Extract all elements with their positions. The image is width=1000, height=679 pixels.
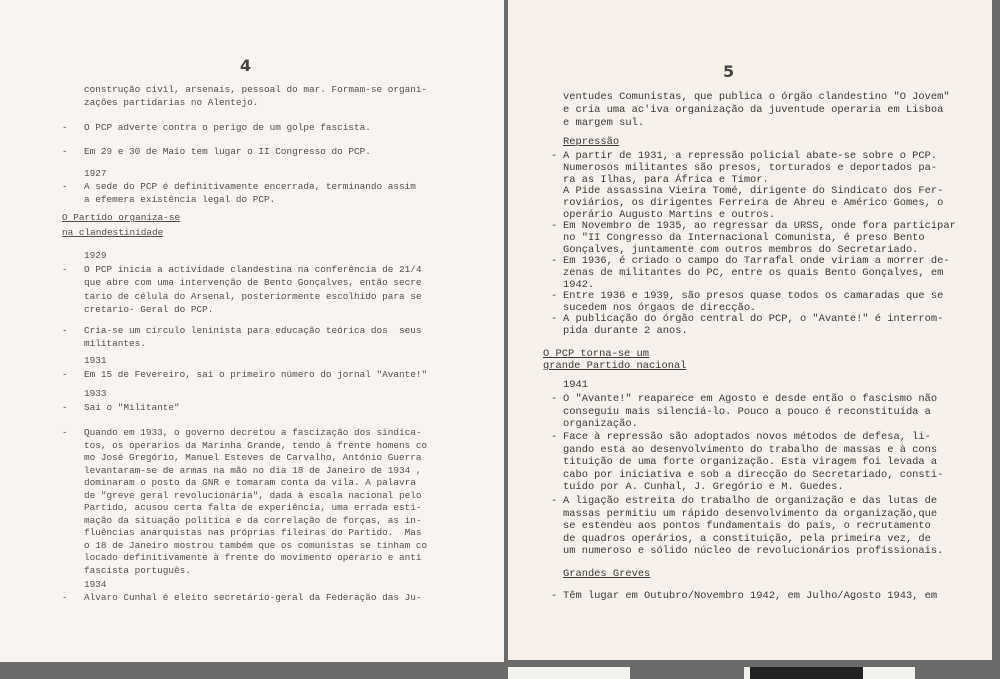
text-line: Entre 1936 e 1939, são presos quase todos os camaradas que se xyxy=(563,290,944,302)
text-line: zações partidarias no Alentejo. xyxy=(84,97,259,108)
scale-bar-white xyxy=(863,667,915,679)
bullet-dash: - xyxy=(62,402,68,413)
text-line: um numeroso e sólido núcleo de revolucionários profissionais. xyxy=(563,545,944,558)
bullet-dash: - xyxy=(551,255,558,267)
text-line: que abre com uma intervenção de Bento Gonçalves, então secre xyxy=(84,277,422,289)
text-line: mo José Gregório, Manuel Esteves de Carvalho, António Guerra xyxy=(84,452,422,463)
text-line: O PCP inicia a actividade clandestina na conferência de 21/4 xyxy=(84,264,422,275)
text-line: fascista português. xyxy=(84,564,191,576)
section-heading: na clandestinidade xyxy=(62,226,164,238)
bullet-dash: - xyxy=(551,431,558,443)
text-line: de "greve geral revolucionária", dada à escala nacional pelo xyxy=(84,489,422,501)
text-line: no "II Congresso da Internacional Comunista, é preso Bento xyxy=(563,231,925,244)
text-line: massas permitiu um rápido desenvolvimento da organização,que xyxy=(563,507,938,520)
text-line: conseguiu mais silenciá-lo. Pouco a pouco é reconstituída a xyxy=(563,405,931,418)
year-label: 1941 xyxy=(563,379,588,391)
text-line: Gonçalves, juntamente com outros membros do Secretariado. xyxy=(563,243,919,256)
bullet-dash: - xyxy=(551,590,558,602)
text-line: A publicação do órgão central do PCP, o "Avante!" é interrom- xyxy=(563,313,944,325)
bullet-dash: - xyxy=(62,369,68,380)
text-line: o 18 de Janeiro mostrou também que os comunistas se tinham co xyxy=(84,539,428,551)
bullet-dash: - xyxy=(551,220,558,232)
text-line: roviários, os dirigentes Ferreira de Abreu e Américo Gomes, o xyxy=(563,197,944,210)
page-number: 5 xyxy=(723,62,735,81)
text-line: Partido, acusou certa falta de experiência, uma errada esti- xyxy=(84,502,422,513)
right-page xyxy=(508,0,992,660)
text-line: cabo por iniciativa e sob a direcção do Secretariado, consti- xyxy=(563,468,944,481)
text-line: e cria uma ac'iva organização da juventude operaria em Lisboa xyxy=(563,103,944,116)
bullet-dash: - xyxy=(551,495,558,507)
text-line: de quadros operários, a constituição, pela primeira vez, de xyxy=(563,532,931,545)
scale-bar-black xyxy=(750,667,863,679)
year-label: 1933 xyxy=(84,388,107,399)
text-line: A Pide assassina Vieira Tomé, dirigente do Sindicato dos Fer- xyxy=(563,185,944,198)
bullet-dash: - xyxy=(551,313,558,325)
text-line: ventudes Comunistas, que publica o órgão clandestino "O Jovem" xyxy=(563,91,950,103)
text-line: Em 29 e 30 de Maio tem lugar o II Congresso do PCP. xyxy=(84,146,371,157)
text-line: zenas de militantes do PC, entre os quais Bento Gonçalves, em xyxy=(563,266,944,279)
text-line: A sede do PCP é definitivamente encerrada, terminando assim xyxy=(84,181,416,192)
text-line: a efemera existência legal do PCP. xyxy=(84,193,276,205)
page-number: 4 xyxy=(240,56,252,75)
text-line: levantaram-se de armas na mão no dia 18 de Janeiro de 1934 , xyxy=(84,464,422,476)
text-line: tuído por A. Cunhal, J. Gregório e M. Guedes. xyxy=(563,481,844,494)
text-line: locado definitivamente à frente do movimento operario e anti xyxy=(84,552,422,563)
bullet-dash: - xyxy=(62,181,68,192)
text-line: Em 15 de Fevereiro, sai o primeiro número do jornal "Avante!" xyxy=(84,369,428,380)
section-heading: Repressão xyxy=(563,136,620,148)
text-line: O PCP adverte contra o perigo de um golpe fascista. xyxy=(84,122,371,133)
text-line: Numerosos militantes são presos, torturados e deportados pa- xyxy=(563,161,938,174)
text-line: A partir de 1931, a repressão policial abate-se sobre o PCP. xyxy=(563,150,938,162)
year-label: 1934 xyxy=(84,579,107,590)
text-line: operário Augusto Martins e outros. xyxy=(563,209,776,221)
section-heading: grande Partido nacional xyxy=(543,360,687,372)
text-line: militantes. xyxy=(84,338,146,349)
bullet-dash: - xyxy=(62,592,68,603)
text-line: tituição de uma forte organização. Esta viragem foi levada a xyxy=(563,456,938,469)
year-label: 1929 xyxy=(84,250,107,261)
text-line: Têm lugar em Outubro/Novembro 1942, em Julho/Agosto 1943, em xyxy=(563,590,938,602)
year-label: 1931 xyxy=(84,355,107,366)
text-line: pida durante 2 anos. xyxy=(563,324,688,337)
bullet-dash: - xyxy=(62,146,68,157)
text-line: Face à repressão são adoptados novos métodos de defesa, li- xyxy=(563,431,931,443)
text-line: 1942. xyxy=(563,278,595,291)
text-line: se estendeu aos pontos fundamentais do país, o recrutamento xyxy=(563,520,931,533)
bullet-dash: - xyxy=(62,264,68,275)
scale-bar-white xyxy=(508,667,630,679)
text-line: fluências anarquistas nas próprias fileiras do Partido. Mas xyxy=(84,527,422,538)
text-line: Quando em 1933, o governo decretou a fascização dos sindica- xyxy=(84,427,422,438)
bullet-dash: - xyxy=(62,325,68,336)
text-line: gando esta ao desenvolvimento do trabalho de massas e à cons xyxy=(563,443,938,456)
text-line: Alvaro Cunhal é eleito secretário-geral da Federação das Ju- xyxy=(84,592,422,603)
text-line: cretario- Geral do PCP. xyxy=(84,303,214,315)
text-line: Cria-se um círculo leninista para educação teórica dos seus xyxy=(84,325,422,336)
text-line: construção civil, arsenais, pessoal do mar. Formam-se organi- xyxy=(84,84,428,95)
section-heading: O Partido organiza-se xyxy=(62,212,181,223)
text-line: mação da situação política e da correlação de forças, as in- xyxy=(84,514,422,526)
text-line: A ligação estreita do trabalho de organização e das lutas de xyxy=(563,495,938,507)
text-line: Em Novembro de 1935, ao regressar da URSS, onde fora participar xyxy=(563,220,956,232)
section-heading: O PCP torna-se um xyxy=(543,348,650,360)
bullet-dash: - xyxy=(62,122,68,133)
bullet-dash: - xyxy=(551,393,558,405)
text-line: organização. xyxy=(563,418,638,431)
text-line: ra as Ilhas, para África e Timor. xyxy=(563,173,769,186)
text-line: sucedem nos órgaos de direcção. xyxy=(563,301,757,314)
text-line: tos, os operarios da Marinha Grande, tendo à frente homens co xyxy=(84,439,428,451)
bullet-dash: - xyxy=(551,150,558,162)
year-label: 1927 xyxy=(84,168,107,179)
text-line: O "Avante!" reaparece em Agosto e desde então o fascismo não xyxy=(563,393,938,405)
text-line: Em 1936, é criado o campo do Tarrafal onde viriam a morrer de- xyxy=(563,255,950,267)
text-line: tario de célula do Arsenal, posteriormente escolhido para se xyxy=(84,290,422,302)
bullet-dash: - xyxy=(551,290,558,302)
text-line: dominaram o posto da GNR e tomaram conta da vila. A palavra xyxy=(84,477,416,488)
bullet-dash: - xyxy=(62,427,68,438)
left-page xyxy=(0,0,504,662)
text-line: e margem sul. xyxy=(563,116,645,129)
section-heading: Grandes Greves xyxy=(563,568,651,580)
text-line: Sai o "Militante" xyxy=(84,402,180,413)
